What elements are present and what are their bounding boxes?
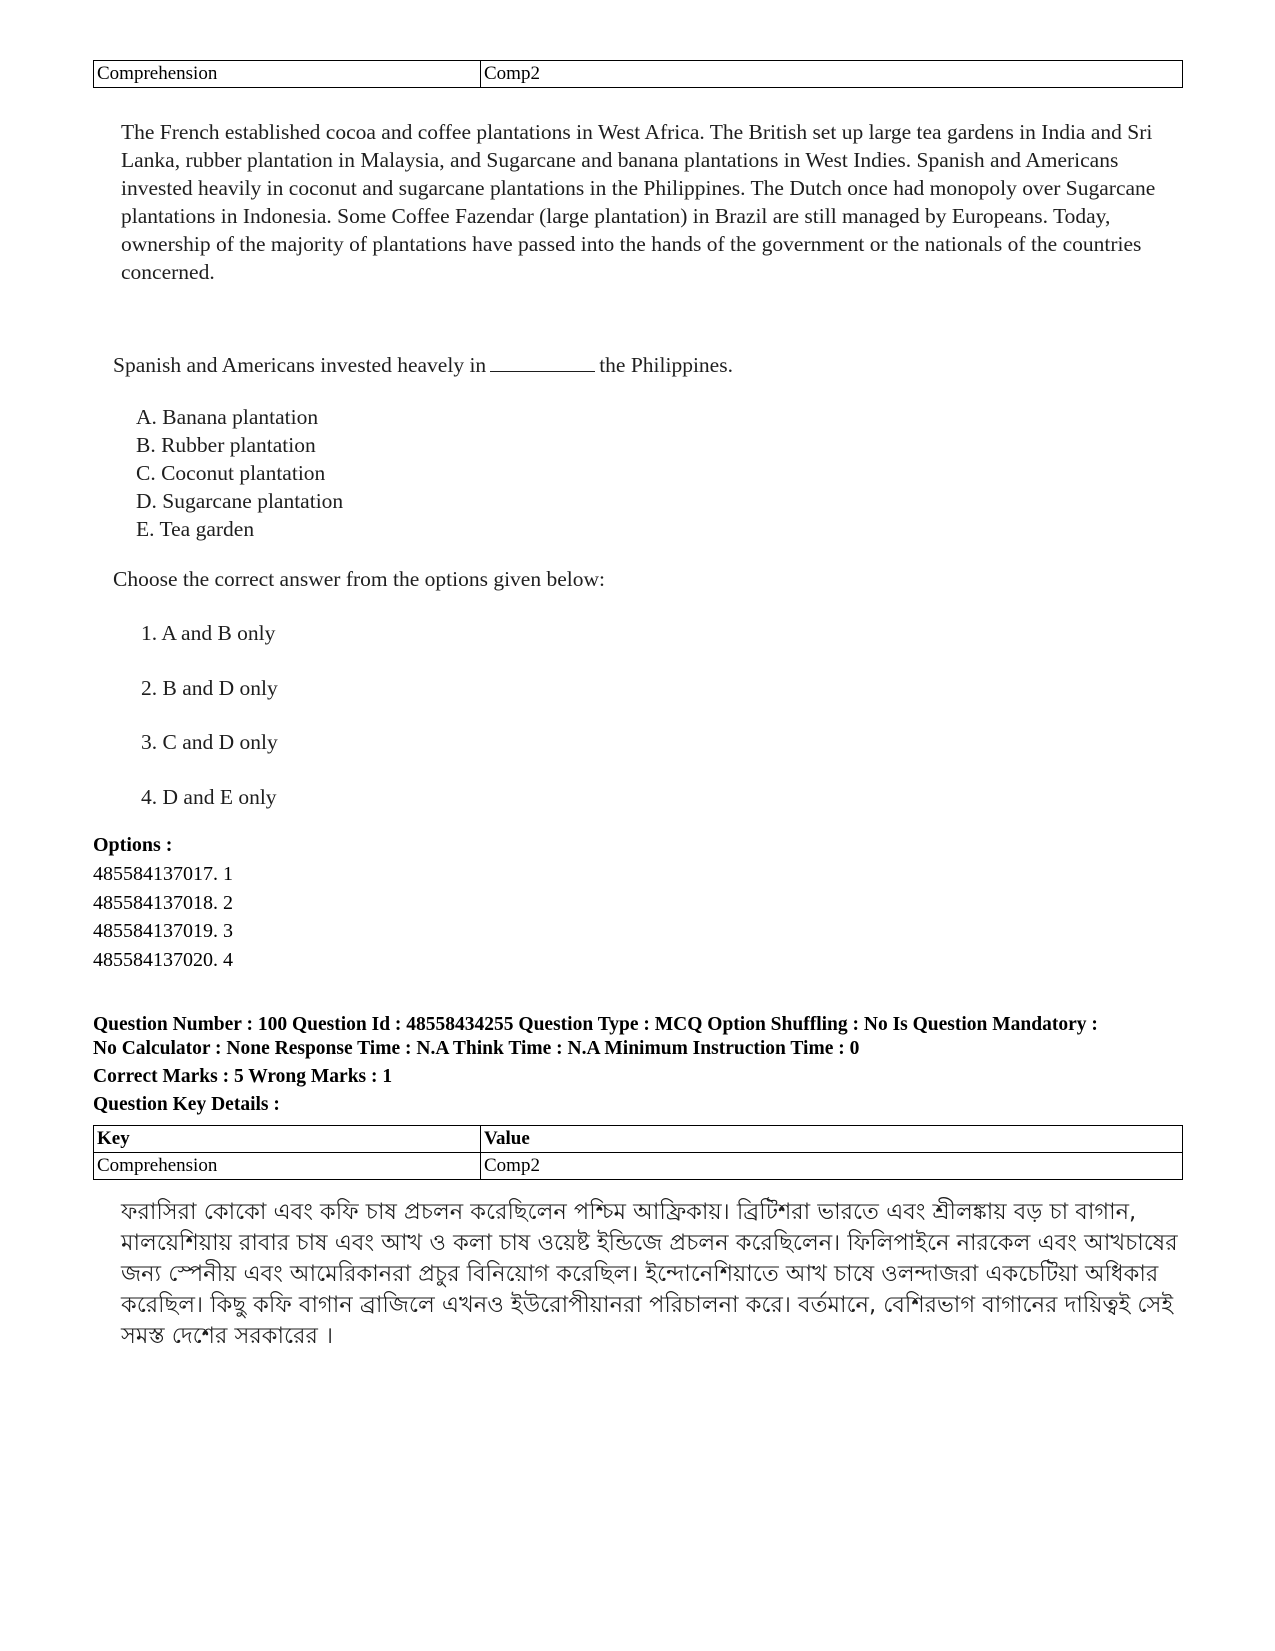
table-header-row: [94, 1126, 1183, 1153]
option-id-item: 485584137019. 3: [93, 920, 233, 942]
key-cell: Comprehension: [94, 1153, 481, 1180]
question-text-before: Spanish and Americans invested heavely in: [113, 353, 487, 377]
value-cell: Comp2: [481, 61, 1183, 88]
value-cell: Comp2: [481, 1153, 1183, 1180]
choice-item: D. Sugarcane plantation: [136, 489, 344, 513]
question-stem: [113, 351, 733, 379]
choice-list: [136, 403, 343, 543]
choice-item: E. Tea garden: [136, 517, 255, 541]
answer-list: [141, 619, 278, 837]
bengali-passage: ফরাসিরা কোকো এবং কফি চাষ প্রচলন করেছিলেন পশ্চিম আফ্রিকায়। ব্রিটিশরা ভারতে এবং শ্রীলঙ্কায় বড় চা বাগান, মালয়েশিয়ায় রাবার চাষ এবং আখ ও কলা চাষ ওয়েষ্ট ইন্ডিজে প্রচলন করেছিলেন। ফিলিপাইনে নারকেল এবং আখচাষের জন্য স্পেনীয় এবং আমেরিকানরা প্রচুর বিনিয়োগ করেছিল। ইন্দোনেশিয়াতে আখ চাষে ওলন্দাজরা একচেটিয়া অধিকার করেছিল। কিছু কফি বাগান ব্রাজিলে এখনও ইউরোপীয়ানরা পরিচালনা করে। বর্তমানে, বেশিরভাগ বাগানের দায়িত্বই সেই সমস্ত দেশের সরকারের ।: [121, 1199, 1178, 1349]
answer-instruction: Choose the correct answer from the options given below:: [113, 567, 605, 591]
choice-item: A. Banana plantation: [136, 405, 319, 429]
key-details-heading: Question Key Details :: [93, 1094, 280, 1115]
question-key-table-bottom: [93, 1125, 1183, 1180]
value-header-cell: Value: [481, 1126, 1183, 1153]
answer-item: 2. B and D only: [141, 675, 278, 700]
answer-item: 3. C and D only: [141, 730, 278, 754]
key-header-cell: Key: [94, 1126, 481, 1153]
marks-line: Correct Marks : 5 Wrong Marks : 1: [93, 1066, 393, 1087]
option-id-item: 485584137018. 2: [93, 891, 233, 914]
answer-item: 4. D and E only: [141, 784, 277, 809]
choice-item: C. Coconut plantation: [136, 461, 326, 485]
question-text-after: the Philippines.: [599, 353, 733, 377]
question-key-table-top: [93, 60, 1183, 88]
option-id-item: 485584137020. 4: [93, 948, 233, 971]
table-row: [94, 1153, 1183, 1180]
options-list: [93, 860, 233, 974]
question-meta-line: Question Number : 100 Question Id : 48558434255 Question Type : MCQ Option Shuffling : No Is Question Mandatory :: [93, 1014, 1098, 1035]
key-cell: Comprehension: [94, 61, 481, 88]
option-id-item: 485584137017. 1: [93, 863, 233, 885]
answer-item: 1. A and B only: [141, 621, 276, 645]
comprehension-passage: The French established cocoa and coffee plantations in West Africa. The British set up large tea gardens in India and Sri Lanka, rubber plantation in Malaysia, and Sugarcane and banana plantations in West Indies. Spanish and Americans invested heavily in coconut and sugarcane plantations in the Philippines. The Dutch once had monopoly over Sugarcane plantations in Indonesia. Some Coffee Fazendar (large plantation) in Brazil are still managed by Europeans. Today, ownership of the majority of plantations have passed into the hands of the government or the nationals of the countries concerned.: [121, 120, 1156, 284]
fill-in-blank: [490, 351, 595, 372]
options-heading: Options :: [93, 834, 173, 856]
table-row: [94, 61, 1183, 88]
question-meta-line: No Calculator : None Response Time : N.A Think Time : N.A Minimum Instruction Time : 0: [93, 1038, 860, 1059]
choice-item: B. Rubber plantation: [136, 433, 316, 457]
